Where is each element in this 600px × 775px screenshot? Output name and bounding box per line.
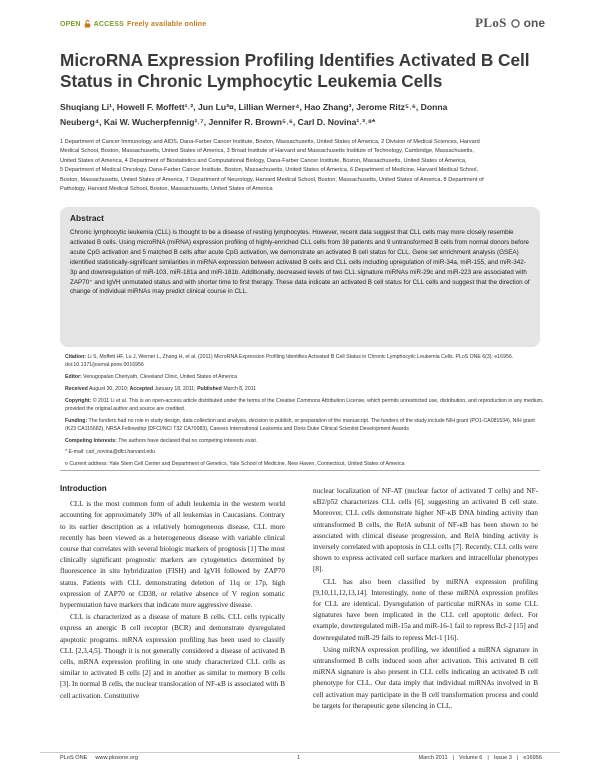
logo-circle-icon <box>511 19 520 28</box>
copyright-text: © 2011 Li et al. This is an open-access article distributed under the terms of the Creative Commons Attribution License, which permits unrestricted use, distribution, and reproduction in any medium, provided the original author and source are credited. <box>65 397 544 412</box>
affiliation-line: Boston, Massachusetts, United States of America, 7 Department of Neurology, Harvard Medical School, Boston, Massachusetts, United States of America, 8 Department of <box>60 176 484 183</box>
section-divider <box>60 470 540 471</box>
intro-left-column <box>60 483 285 703</box>
affiliation-line: United States of America, 4 Department of Biostatistics and Computational Biology, Dana-Farber Cancer Institute, Boston, Massachusetts, United States of America, <box>60 157 467 164</box>
competing-interests <box>65 437 545 445</box>
affiliation-line: Medical School, Boston, Massachusetts, United States of America, 3 Broad Institute of Harvard and Massachusetts Institute of Technology, Cambridge, Massachusetts, <box>60 148 474 155</box>
footer-sep: | <box>516 755 519 761</box>
accepted-label: Accepted <box>129 385 153 392</box>
funding-text: The funders had no role in study design, data collection and analysis, decision to publish, or preparation of the manuscript. The funders of the study include NIH grant (PO1-CA081534), NIH grant (K23 CA115682), NRSA Fellowship (DFCI/NCI T32 CA70083), Careers International Leukemia and Doris Duke Clinical Scientist Development Awards <box>65 417 535 432</box>
copyright <box>65 397 545 413</box>
intro-paragraph: Using miRNA expression profiling, we identified a miRNA signature in untransformed B cells induced soon after activation. This activated B cell miRNA signature is also present in CLL cells indicating an activated B cell phenotype for CLL. Our data imply that individual miRNAs involved in B cell activation may participate in the B cell transformation process and could be targets for therapeutic gene silencing in CLL. <box>313 645 538 710</box>
intro-paragraph: nuclear localization of NF-AT (nuclear factor of activated T cells) and NF-κB2/p52 characterizes CLL cells [6], suggesting an activated B cell state. Moreover, CLL cells demonstrate higher NF-κB DNA binding activity than untransformed B cells, the RelA subunit of NF-κB has been shown to be associated with clinical disease progression, and RelA binding activity is inversely correlated with apoptosis in CLL cells [7]. Recently, CLL cells were shown to express activated cell surface markers and intracellular phenotypes [8]. <box>313 487 538 574</box>
affiliation-line: 1 Department of Cancer Immunology and AIDS, Dana-Farber Cancer Institute, Boston, Massachusetts, United States of America, 2 Division of Medical Sciences, Harvard <box>60 139 480 145</box>
footer-divider <box>40 752 560 753</box>
published-date: March 8, 2011 <box>223 385 257 392</box>
footer-right <box>418 755 542 761</box>
footer-article-id: e16956 <box>523 755 542 761</box>
affiliation-line: Pathology, Harvard Medical School, Boston, Massachusetts, United States of America <box>60 186 273 193</box>
dates <box>65 385 545 393</box>
accepted-date: January 18, 2011; <box>154 385 196 392</box>
affiliation-line: 5 Department of Medical Oncology, Dana-Farber Cancer Institute, Boston, Massachusetts, United States of America, 6 Department of Medicine, Harvard Medical School, <box>60 167 479 174</box>
journal-header <box>60 15 545 37</box>
open-lock-icon <box>84 20 91 28</box>
footer-site-link[interactable]: www.plosone.org <box>95 755 138 761</box>
logo-one-text: one <box>523 16 545 30</box>
footer-date: March 2011 <box>418 755 448 761</box>
competing-text: The authors have declared that no competing interests exist. <box>118 437 258 444</box>
footer-issue: Issue 3 <box>493 755 512 761</box>
editor <box>65 373 545 381</box>
logo-plos-text: PLoS <box>475 15 507 30</box>
author-list <box>60 100 550 130</box>
article-metadata <box>65 353 545 472</box>
intro-paragraph: CLL is the most common form of adult leukemia in the western world accounting for approximately 30% of all leukemias in Caucasians. Contrary to its earlier description as a relatively homogeneous disease, CLL more recently has been viewed as a heterogeneous disease with variable clinical course that correlates with several biologic markers of prognosis [1] The most clinically significant prognostic markers are cytogenetics determined by fluorescence in situ hybridization (FISH) and IgVH followed by ZAP70 status. Patients with CLL demonstrating deletion of 11q or 17p, high expression of ZAP70 or CD38, or relative absence of V region somatic hypermutation have markers that indicate more aggressive disease. <box>60 500 285 610</box>
funding-label: Funding: <box>65 417 88 424</box>
footer-journal: PLoS ONE <box>60 755 88 761</box>
free-label: Freely available online <box>127 20 207 28</box>
article-title: MicroRNA Expression Profiling Identifies Activated B Cell Status in Chronic Lymphocytic Leukemia Cells <box>60 50 530 91</box>
footer-sep: | <box>452 755 455 761</box>
affiliations <box>60 138 550 194</box>
email: * E-mail: carl_novina@dfci.harvard.edu <box>65 449 156 456</box>
intro-heading: Introduction <box>60 484 107 493</box>
received-label: Received <box>65 385 88 392</box>
published-label: Published <box>197 385 222 392</box>
page-number: 1 <box>297 755 301 761</box>
intro-right-column <box>313 486 538 713</box>
abstract-box <box>60 207 540 347</box>
funding <box>65 417 545 433</box>
open-access-badge <box>60 20 206 28</box>
citation <box>65 353 545 369</box>
author-line-2: Neuberg⁴, Kai W. Wucherpfennig¹˒⁷, Jennifer R. Brown⁵˒⁶, Carl D. Novina¹˒³˒⁸* <box>60 117 376 127</box>
citation-text: Li S, Moffett HF, Lu J, Werner L, Zhang H, et al. (2011) MicroRNA Expression Profiling Identifies Activated B Cell Status in Chronic Lymphocytic Leukemia Cells. PLoS ONE 6(3): e16956. doi:10.1371/journal.pone.0016956 <box>65 354 514 369</box>
open-label: OPEN <box>60 20 81 28</box>
author-line-1: Shuqiang Li¹, Howell F. Moffett¹˒², Jun Lu³¤, Lillian Werner⁴, Hao Zhang³, Jerome Ritz⁵˒⁶, Donna <box>60 102 448 112</box>
competing-label: Competing Interests: <box>65 437 117 444</box>
intro-paragraph: CLL is characterized as a disease of mature B cells. CLL cells typically express an anergic B cell receptor (BCR) and demonstrate dysregulated apoptotic programs. mRNA expression profiling has been used to classify CLL [2,3,4,5]. Though it is not generally considered a disease of activated B cells, mRNA expression profiling in one study characterized CLL cells as similar to activated B cells [2] and in another as similar to memory B cells [3]. In normal B cells, the nuclear translocation of NF-κB is associated with B cell activation. Constitutive <box>60 613 285 700</box>
abstract-text: Chronic lymphocytic leukemia (CLL) is thought to be a disease of resting lymphocytes. However, recent data suggest that CLL cells may more closely resemble activated B cells. Using microRNA (miRNA) expression profiling of highly-enriched CLL cells from 38 patients and 9 untransformed B cells from normal donors before acute CpG activation and 5 matched B cells after acute CpG activation, we demonstrate an activated B cell status for CLL. Gene set enrichment analysis (GSEA) identified statistically-significant similarities in miRNA expression between activated B cells and CLL cells including upregulation of miR-34a, miR-155, and miR-342-3p and downregulation of miR-103, miR-181a and miR-181b. Additionally, decreased levels of two CLL signature miRNAs miR-29c and miR-223 are associated with ZAP70⁺ and IgVH unmutated status and with shorter time to first therapy. These data indicate an activated B cell status for CLL cells and suggest that the direction of change of individual miRNAs may predict clinical course in CLL. <box>70 229 530 296</box>
citation-label: Citation: <box>65 354 87 360</box>
editor-label: Editor: <box>65 374 82 380</box>
current-address: ¤ Current address: Yale Stem Cell Center and Department of Genetics, Yale School of Medicine, New Haven, Connecticut, United States of America <box>65 461 405 468</box>
intro-paragraph: CLL has also been classified by miRNA expression profiling [9,10,11,12,13,14]. Interestingly, none of these miRNA expression profiles for CLL are identical. Dysregulation of particular miRNAs in some CLL signatures have been implicated in the CLL cell apoptotic defect. For example, downregulated miR-15a and miR-16-1 fail to repress Bcl-2 [15] and downregulated miR-29 fails to repress Mcl-1 [16]. <box>313 577 538 642</box>
access-label: ACCESS <box>93 20 125 28</box>
footer-sep: | <box>487 755 489 761</box>
received-date: August 30, 2010; <box>88 385 129 392</box>
copyright-label: Copyright: <box>65 397 92 404</box>
plos-one-logo <box>475 15 545 31</box>
abstract-heading: Abstract <box>70 213 104 223</box>
footer-left <box>60 755 138 761</box>
editor-text: Venugopalan Cheriyath, Cleveland Clinic, United States of America <box>83 374 238 380</box>
footer-volume: Volume 6 <box>459 755 483 761</box>
